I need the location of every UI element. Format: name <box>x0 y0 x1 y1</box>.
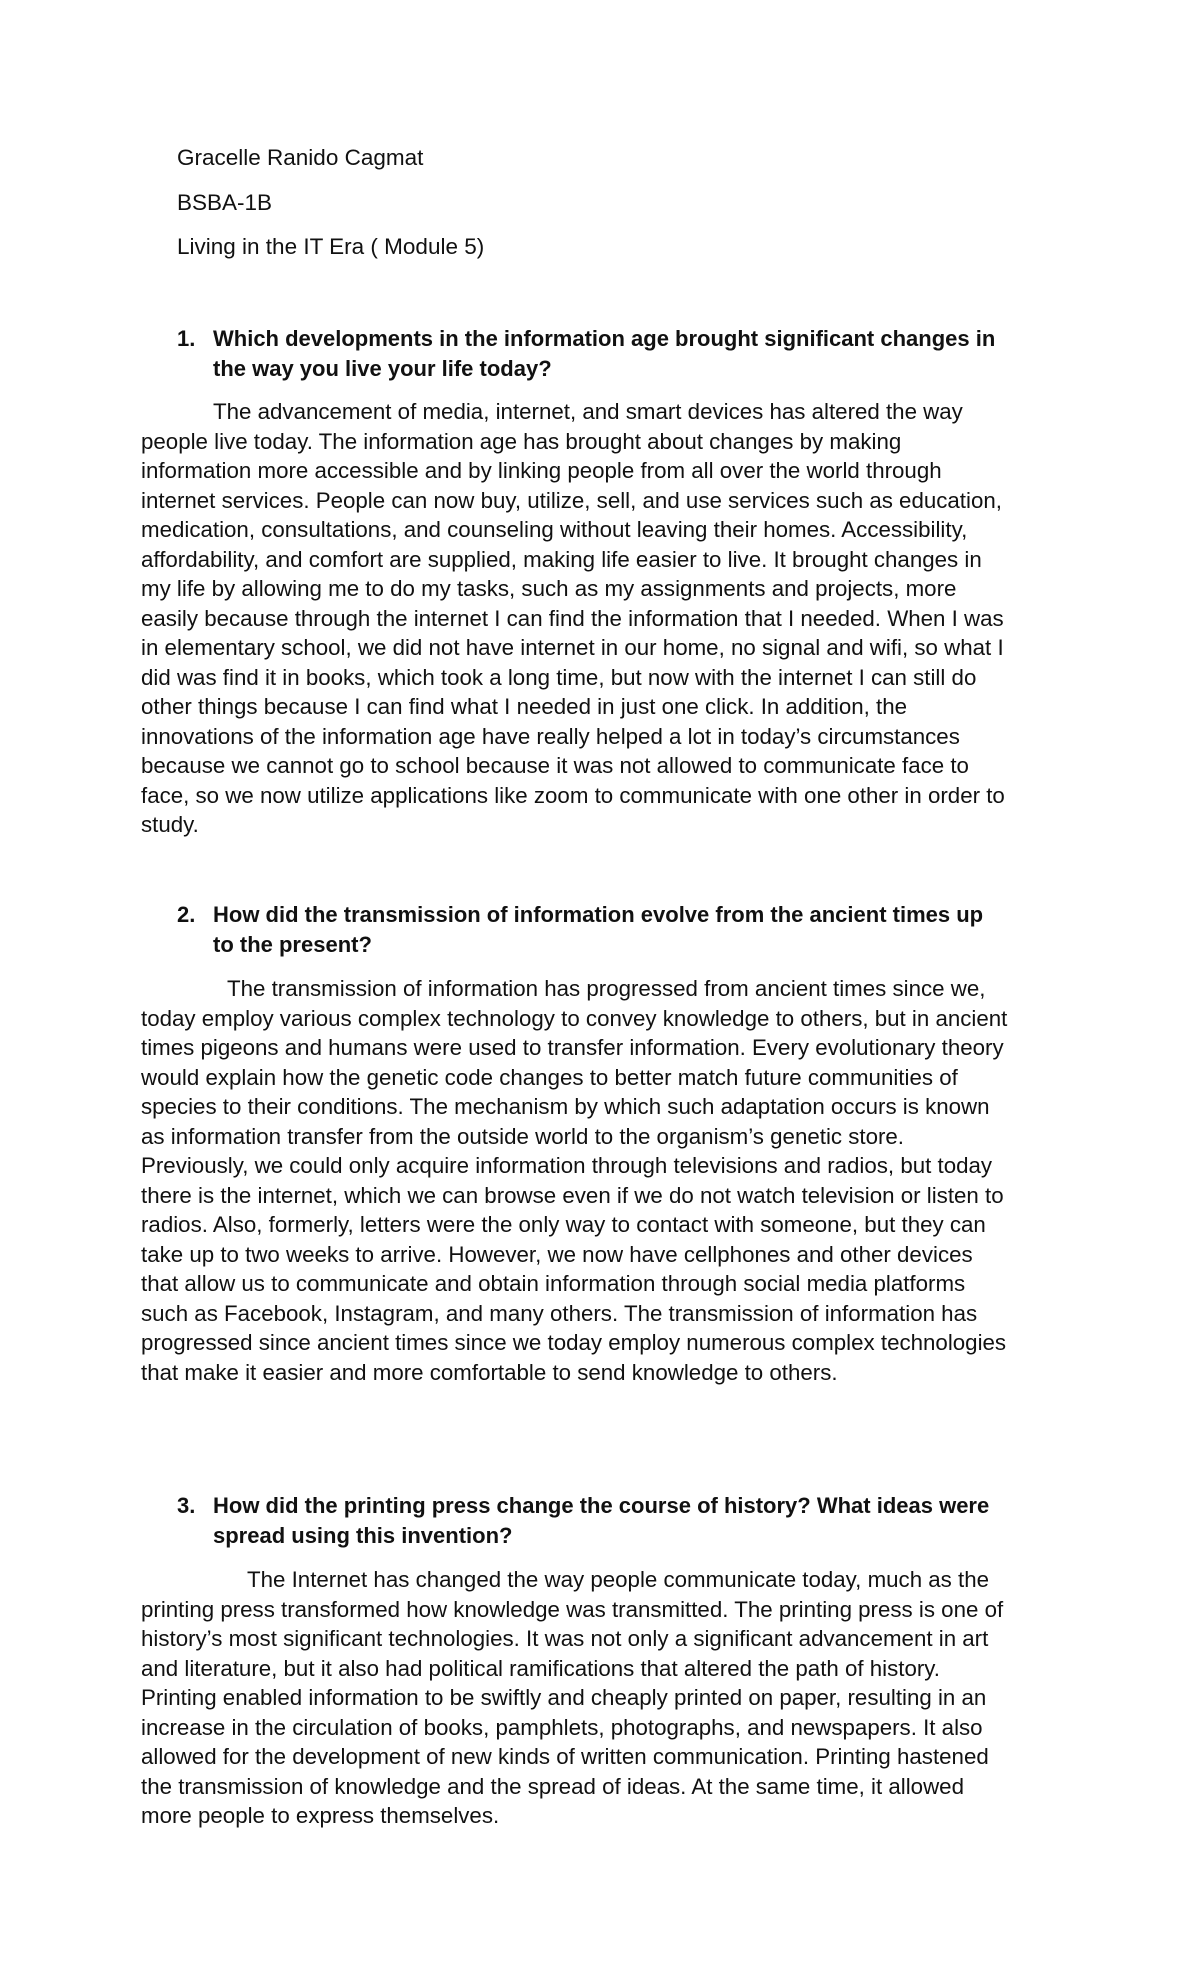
answer-3-line: more people to express themselves. <box>141 1803 500 1828</box>
answer-3-line: allowed for the development of new kinds of written communication. Printing hastened <box>141 1744 989 1769</box>
answer-3-line: history’s most significant technologies. It was not only a significant advancement in art <box>141 1626 989 1651</box>
question-1-text-1: Which developments in the information age brought significant changes in <box>213 326 996 351</box>
question-3 <box>177 1491 1077 1550</box>
answer-2-line: take up to two weeks to arrive. However, we now have cellphones and other devices <box>141 1241 973 1267</box>
course-section: BSBA-1B <box>177 190 273 215</box>
answer-2-line: that make it easier and more comfortable to send knowledge to others. <box>141 1359 838 1385</box>
answer-2-line: today employ various complex technology to convey knowledge to others, but in ancient <box>141 1005 1008 1031</box>
answer-3 <box>141 1565 1081 1831</box>
answer-3-line: Printing enabled information to be swiftly and cheaply printed on paper, resulting in an <box>141 1685 987 1710</box>
question-2 <box>177 900 1077 959</box>
answer-1-line: other things because I can find what I needed in just one click. In addition, the <box>141 694 908 719</box>
answer-1-line: in elementary school, we did not have internet in our home, no signal and wifi, so what I <box>141 635 1004 660</box>
question-3-number: 3. <box>177 1493 196 1518</box>
answer-2 <box>141 974 1081 1387</box>
answer-1-line: people live today. The information age has brought about changes by making <box>141 428 902 454</box>
answer-1-line: The advancement of media, internet, and smart devices has altered the way <box>213 399 963 424</box>
answer-2-line: that allow us to communicate and obtain information through social media platforms <box>141 1271 966 1296</box>
question-2-line-1 <box>177 900 1077 930</box>
answer-1-line: my life by allowing me to do my tasks, such as my assignments and projects, more <box>141 576 957 601</box>
answer-2-line: there is the internet, which we can browse even if we do not watch television or listen to <box>141 1182 1004 1208</box>
student-name: Gracelle Ranido Cagmat <box>177 145 424 170</box>
question-1 <box>177 324 1077 383</box>
answer-1-line: information more accessible and by linking people from all over the world through <box>141 458 942 483</box>
answer-1-line: medication, consultations, and counseling without leaving their homes. Accessibility, <box>141 517 968 542</box>
subject-title: Living in the IT Era ( Module 5) <box>177 234 485 259</box>
answer-3-line: the transmission of knowledge and the spread of ideas. At the same time, it allowed <box>141 1773 964 1799</box>
question-1-line-2: the way you live your life today? <box>213 355 552 381</box>
answer-3-line: increase in the circulation of books, pamphlets, photographs, and newspapers. It also <box>141 1714 983 1740</box>
answer-2-line: would explain how the genetic code changes to better match future communities of <box>141 1064 958 1090</box>
answer-2-line: species to their conditions. The mechanism by which such adaptation occurs is known <box>141 1094 990 1119</box>
question-2-text-1: How did the transmission of information evolve from the ancient times up <box>213 902 984 927</box>
answer-3-line: printing press transformed how knowledge was transmitted. The printing press is one of <box>141 1596 1004 1622</box>
answer-1-line: innovations of the information age have really helped a lot in today’s circumstances <box>141 723 960 749</box>
question-2-number: 2. <box>177 902 196 927</box>
answer-1-line: internet services. People can now buy, utilize, sell, and use services such as education, <box>141 487 1002 513</box>
answer-1-line: because we cannot go to school because it was not allowed to communicate face to <box>141 753 969 778</box>
question-1-line-1 <box>177 324 1077 354</box>
answer-2-line: radios. Also, formerly, letters were the only way to contact with someone, but they can <box>141 1212 986 1237</box>
question-3-line-2: spread using this invention? <box>213 1522 513 1548</box>
answer-1-line: did was find it in books, which took a long time, but now with the internet I can still do <box>141 664 977 690</box>
answer-2-line: progressed since ancient times since we today employ numerous complex technologies <box>141 1330 1007 1355</box>
answer-1-line: face, so we now utilize applications like zoom to communicate with one other in order to <box>141 782 1005 808</box>
question-2-line-2: to the present? <box>213 931 372 957</box>
question-3-text-1: How did the printing press change the course of history? What ideas were <box>213 1493 990 1518</box>
answer-1-line: affordability, and comfort are supplied, making life easier to live. It brought changes in <box>141 546 982 572</box>
answer-1 <box>141 397 1081 840</box>
answer-1-line: study. <box>141 812 199 837</box>
question-3-line-1 <box>177 1491 1077 1521</box>
answer-3-line: and literature, but it also had political ramifications that altered the path of history. <box>141 1655 940 1681</box>
answer-1-line: easily because through the internet I can find the information that I needed. When I was <box>141 605 1004 631</box>
answer-2-line: as information transfer from the outside world to the organism’s genetic store. <box>141 1123 905 1149</box>
answer-2-line: Previously, we could only acquire information through televisions and radios, but today <box>141 1153 993 1178</box>
answer-3-line: The Internet has changed the way people communicate today, much as the <box>247 1567 990 1592</box>
question-1-number: 1. <box>177 326 196 351</box>
answer-2-line: such as Facebook, Instagram, and many others. The transmission of information has <box>141 1300 978 1326</box>
answer-2-line: The transmission of information has progressed from ancient times since we, <box>227 976 986 1001</box>
answer-2-line: times pigeons and humans were used to transfer information. Every evolutionary theory <box>141 1035 1004 1060</box>
